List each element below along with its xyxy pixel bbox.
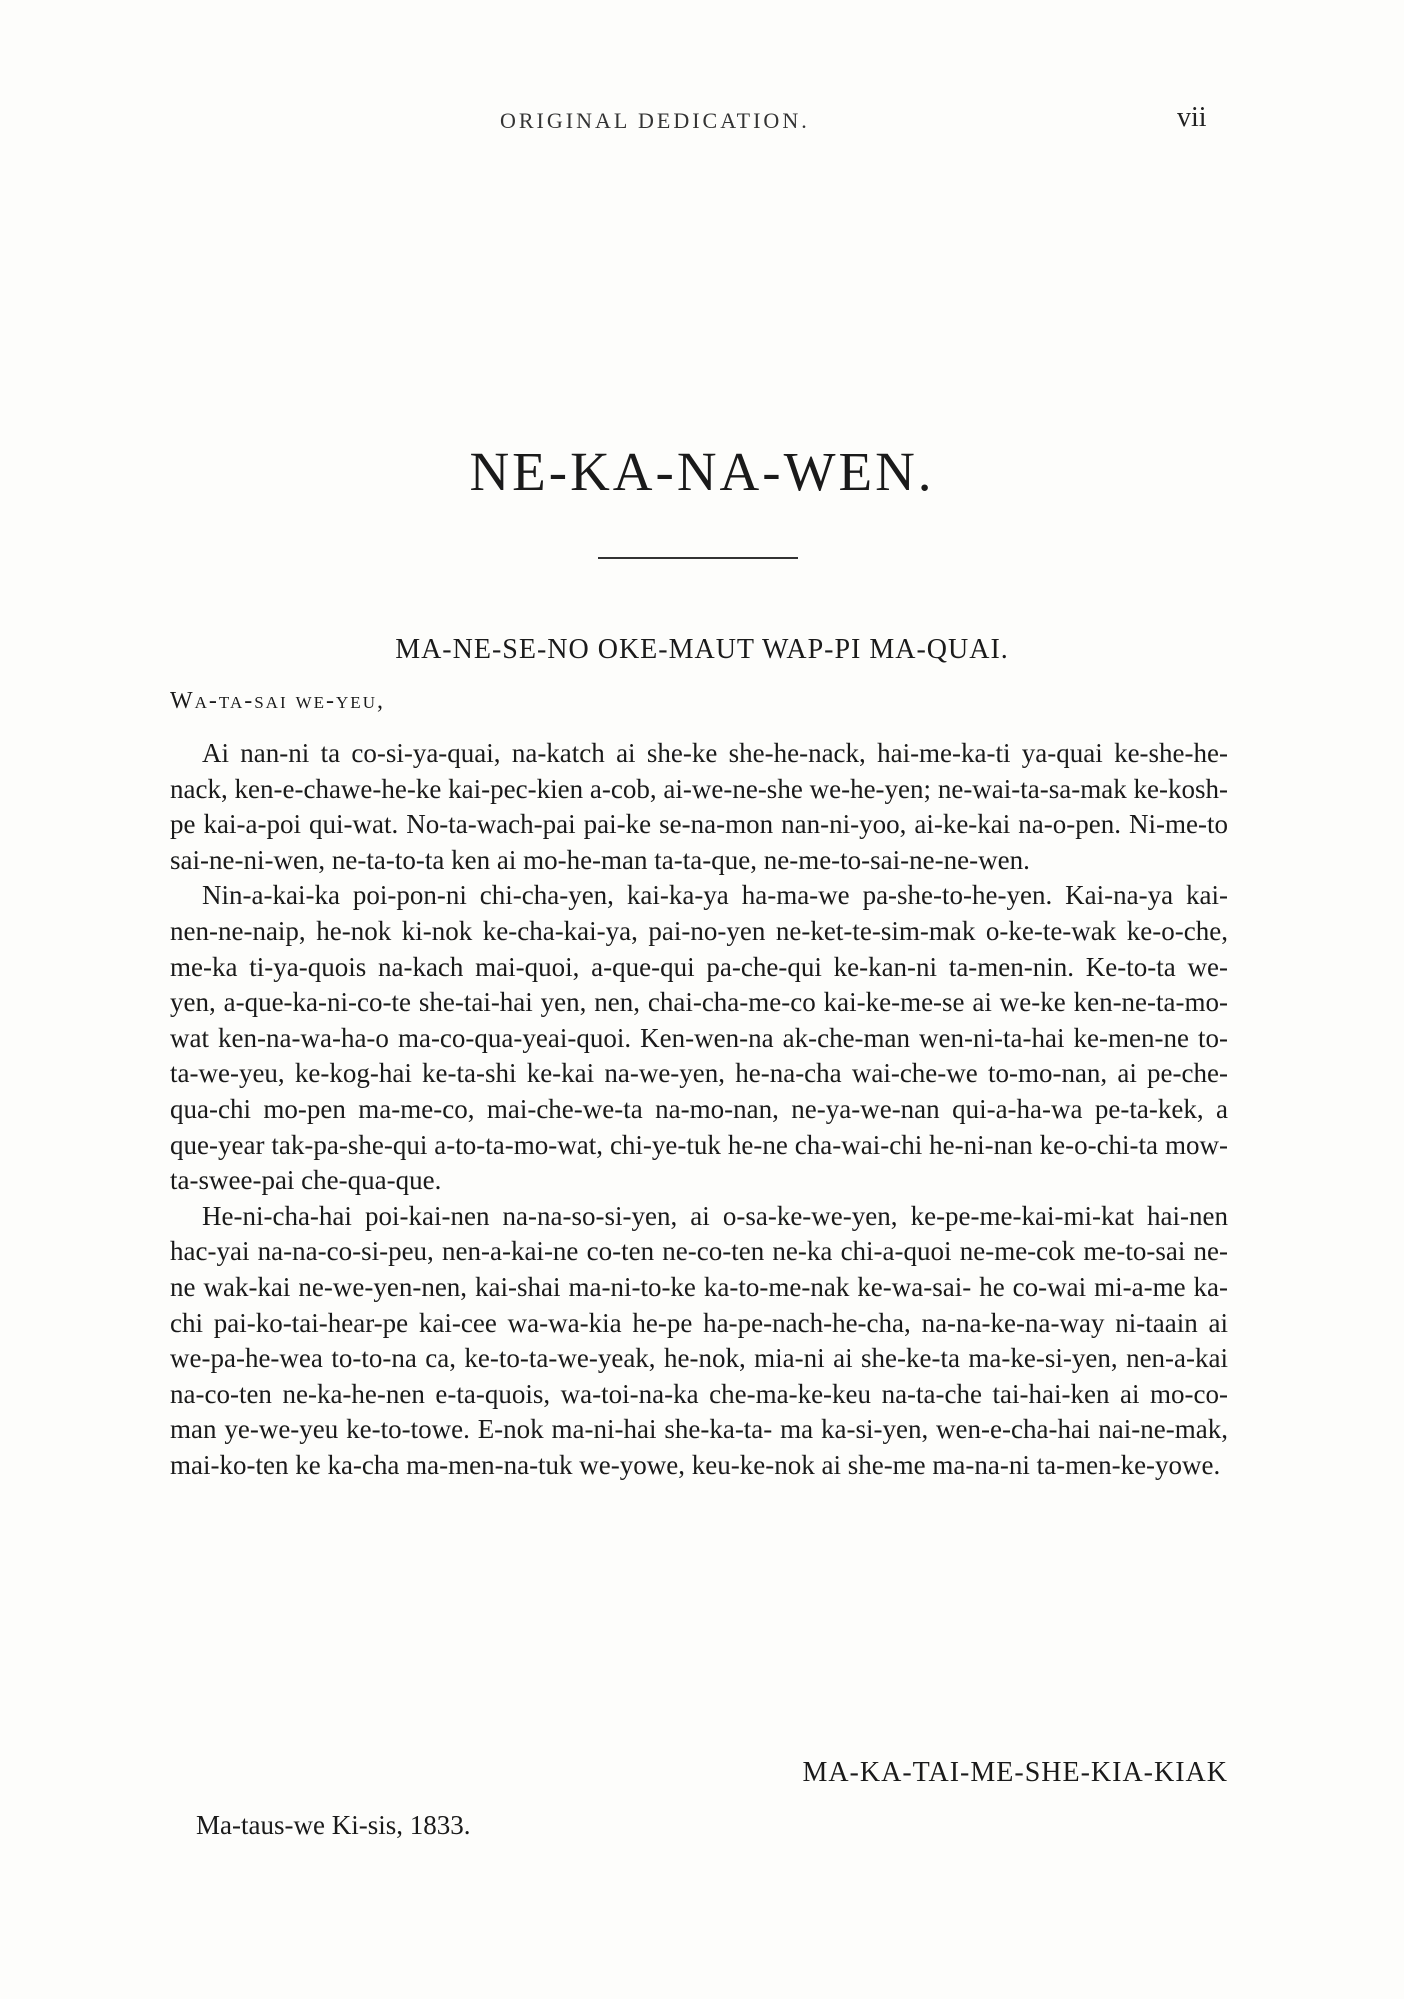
dedication-title: NE-KA-NA-WEN. — [469, 441, 935, 502]
paragraph: Ai nan-ni ta co-si-ya-quai, na-katch ai she-ke she-he-nack, hai-me-ka-ti ya-quai ke-she-he-nack, ken-e-chawe-he-ke kai-pec-kien a-cob, ai-we-ne-she we-he-yen; ne-wai-ta-sa-mak ke-kosh-pe kai-a-poi qui-wat. No-ta-wach-pai pai-ke se-na-mon nan-ni-yoo, ai-ke-kai na-o-pen. Ni-me-to sai-ne-ni-wen, ne-ta-to-ta ken ai mo-he-man ta-ta-que, ne-me-to-sai-ne-ne-wen. — [170, 738, 1228, 875]
page-number: vii — [1177, 102, 1207, 133]
signature: MA-KA-TAI-ME-SHE-KIA-KIAK — [802, 1757, 1228, 1788]
dedication-body — [170, 736, 1228, 1483]
dedication-subtitle: MA-NE-SE-NO OKE-MAUT WAP-PI MA-QUAI. — [395, 634, 1009, 665]
running-head: ORIGINAL DEDICATION. — [500, 108, 810, 133]
dateline: Ma-taus-we Ki-sis, 1833. — [196, 1810, 471, 1840]
paragraph: He-ni-cha-hai poi-kai-nen na-na-so-si-yen, ai o-sa-ke-we-yen, ke-pe-me-kai-mi-kat hai-nen hac-yai na-na-co-si-peu, nen-a-kai-ne co-ten ne-co-ten ne-ka chi-a-quoi ne-me-cok me-to-sai ne-ne wak-kai ne-we-yen-nen, kai-shai ma-ni-to-ke ka-to-me-nak ke-wa-sai- he co-wai mi-a-me ka-chi pai-ko-tai-hear-pe kai-cee wa-wa-kia he-pe ha-pe-nach-he-cha, na-na-ke-na-way ni-taain ai we-pa-he-wea to-to-na ca, ke-to-ta-we-yeak, he-nok, mia-ni ai she-ke-ta ma-ke-si-yen, nen-a-kai na-co-ten ne-ka-he-nen e-ta-quois, wa-toi-na-ka che-ma-ke-keu na-ta-che tai-hai-ken ai mo-co-man ye-we-yeu ke-to-towe. E-nok ma-ni-hai she-ka-ta- ma ka-si-yen, wen-e-cha-hai nai-ne-mak, mai-ko-ten ke ka-cha ma-men-na-tuk we-yowe, keu-ke-nok ai she-me ma-na-ni ta-men-ke-yowe. — [170, 1200, 1228, 1480]
title-divider — [598, 557, 798, 559]
salutation: Wa-ta-sai we-yeu, — [170, 688, 385, 714]
paragraph: Nin-a-kai-ka poi-pon-ni chi-cha-yen, kai-ka-ya ha-ma-we pa-she-to-he-yen. Kai-na-ya kai-nen-ne-naip, he-nok ki-nok ke-cha-kai-ya, pai-no-yen ne-ket-te-sim-mak o-ke-te-wak ke-o-che, me-ka ti-ya-quois na-kach mai-quoi, a-que-qui pa-che-qui ke-kan-ni ta-men-nin. Ke-to-ta we-yen, a-que-ka-ni-co-te she-tai-hai yen, nen, chai-cha-me-co kai-ke-me-se ai we-ke ken-ne-ta-mo-wat ken-na-wa-ha-o ma-co-qua-yeai-quoi. Ken-wen-na ak-che-man wen-ni-ta-hai ke-men-ne to-ta-we-yeu, ke-kog-hai ke-ta-shi ke-kai na-we-yen, he-na-cha wai-che-we to-mo-nan, ai pe-che-qua-chi mo-pen ma-me-co, mai-che-we-ta na-mo-nan, ne-ya-we-nan qui-a-ha-wa pe-ta-kek, a que-year tak-pa-she-qui a-to-ta-mo-wat, chi-ye-tuk he-ne cha-wai-chi he-ni-nan ke-o-chi-ta mow-ta-swee-pai che-qua-que. — [170, 880, 1228, 1196]
